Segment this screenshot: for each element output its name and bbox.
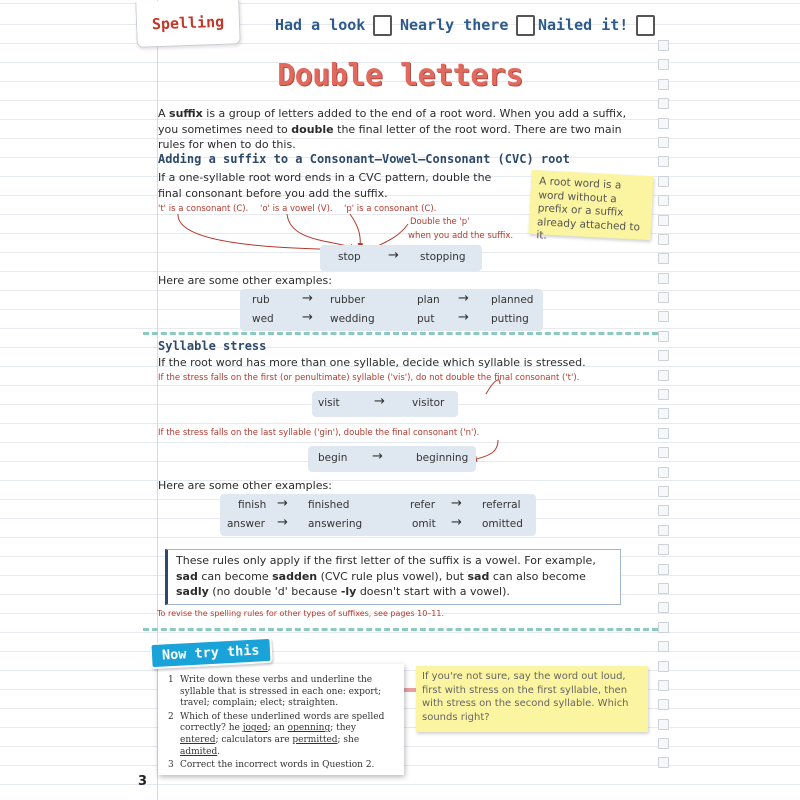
q2-text: ; calculators are [215,734,293,745]
example-from: answer [227,518,265,530]
page-title: Double letters [277,58,523,93]
question-number: 2 [168,711,174,722]
example-from: begin [318,452,348,464]
q2-underlined-word: admited [180,746,218,757]
revise-link-text: To revise the spelling rules for other types of suffixes, see pages 10–11. [157,609,445,618]
vowel-rule-note [165,549,621,605]
stress-example-begin [308,446,476,472]
example-from: put [417,313,435,325]
arrow-icon: → [451,515,462,530]
question-2 [168,712,394,758]
arrow-icon: → [302,310,313,325]
q2-text: Which of these underlined words are spelled correctly? he [180,711,385,734]
note-text: doesn't start with a vowel). [356,585,510,598]
arrow-icon: → [277,515,288,530]
arrow-icon: → [458,291,469,306]
stress-note-first: If the stress falls on the first (or penultimate) syllable ('vis'), do not double the final consonant ('t'). [158,373,580,383]
example-to: stopping [420,251,466,263]
q2-underlined-word: entered [180,734,216,745]
cvc-example-box [320,245,482,271]
cvc-note-o: 'o' is a vowel (V). [260,204,333,214]
arrow-icon: → [302,291,313,306]
cvc-note-suffix: when you add the suffix. [408,231,514,241]
arrow-icon: → [388,248,399,263]
progress-label: Nearly there [400,16,509,34]
note-word: sad [467,569,490,583]
note-text: can also become [489,569,586,583]
note-text: (CVC rule plus vowel), but [317,569,468,583]
stress-note-last: If the stress falls on the last syllable ('gin'), double the final consonant ('n'). [158,428,480,438]
example-from: wed [252,313,274,325]
q2-text: ; an [267,723,288,734]
section-divider [143,628,658,631]
arrow-icon: → [451,496,462,511]
q2-text: ; she [337,734,360,745]
intro-text: the final letter of the root word. There are two main rules for when to do this. [158,122,622,151]
hint-sticky-note: If you're not sure, say the word out loud, first with stress on the first syllable, then with stress on the second syllable. Which sounds right? [416,666,648,732]
stress-others-label: Here are some other examples: [158,479,332,492]
arrow-icon: → [277,496,288,511]
example-from: stop [338,251,361,263]
example-from: omit [412,518,436,530]
arrow-p [350,214,360,248]
stress-example-visit [312,391,458,417]
example-to: omitted [482,518,523,530]
example-to: rubber [330,294,366,306]
note-word: sadly [176,585,209,598]
progress-label: Had a look [275,16,366,34]
note-word: sadden [272,569,318,583]
question-1 [168,675,394,710]
now-try-this-badge: Now try this [149,637,272,669]
example-from: visit [318,397,340,409]
intro-text: A [158,107,170,120]
question-3 [168,760,394,772]
example-to: beginning [416,452,469,464]
note-word: -ly [340,585,357,598]
note-text: These rules only apply if the first letter of the suffix is a vowel. For example, [176,554,596,567]
example-to: planned [491,294,534,306]
stress-others-box [220,494,536,536]
question-number: 1 [168,675,174,685]
stress-heading: Syllable stress [158,339,267,353]
example-from: refer [410,499,436,511]
example-to: referral [482,499,521,511]
q2-text: ; they [330,723,356,734]
question-text [180,712,394,758]
cvc-note-double: Double the 'p' [410,217,470,227]
question-number: 3 [168,760,174,771]
question-text: Correct the incorrect words in Question 2. [180,760,375,771]
stress-text: If the root word has more than one syllable, decide which syllable is stressed. [158,356,586,369]
example-from: rub [252,294,270,306]
cvc-heading: Adding a suffix to a Consonant–Vowel–Consonant (CVC) root [158,152,570,166]
q2-text: . [217,746,221,757]
intro-text: is a group of letters added to the end of a root word. When you add a suffix, you sometimes need to [158,107,627,136]
example-to: answering [308,518,363,530]
intro-suffix: suffix [169,107,203,120]
progress-label: Nailed it! [538,16,629,34]
example-to: visitor [412,397,445,409]
example-from: plan [417,294,440,306]
note-text: can become [197,569,273,583]
now-try-this-card [158,664,404,775]
q2-underlined-word: openning [287,723,331,734]
arrow-icon: → [458,310,469,325]
note-word: sad [176,569,198,583]
cvc-note-p: 'p' is a consonant (C). [344,204,437,214]
q2-underlined-word: joged [242,723,268,734]
question-text: Write down these verbs and underline the syllable that is stressed in each one: export; travel; complain; elect; straighten. [180,675,382,709]
example-from: finish [238,499,267,511]
arrow-t [178,214,346,250]
arrow-icon: → [372,449,383,464]
section-divider [143,332,658,335]
example-to: finished [308,499,350,511]
example-to: putting [491,313,529,325]
intro-double: double [291,122,334,136]
note-text: (no double 'd' because [208,585,341,598]
root-word-sticky-note: A root word is a word without a prefix or a suffix already attached to it. [528,170,653,240]
cvc-others-label: Here are some other examples: [158,274,332,287]
cvc-text: If a one-syllable root word ends in a CVC pattern, double the final consonant before you add the suffix. [158,171,492,200]
cvc-others-box [240,289,543,331]
page-number: 3 [138,774,148,789]
example-to: wedding [330,313,375,325]
arrow-o [287,214,354,249]
spelling-tab-label: Spelling [151,12,225,33]
cvc-note-t: 't' is a consonant (C). [158,204,249,214]
q2-underlined-word: permitted [292,734,338,745]
arrow-icon: → [374,394,385,409]
